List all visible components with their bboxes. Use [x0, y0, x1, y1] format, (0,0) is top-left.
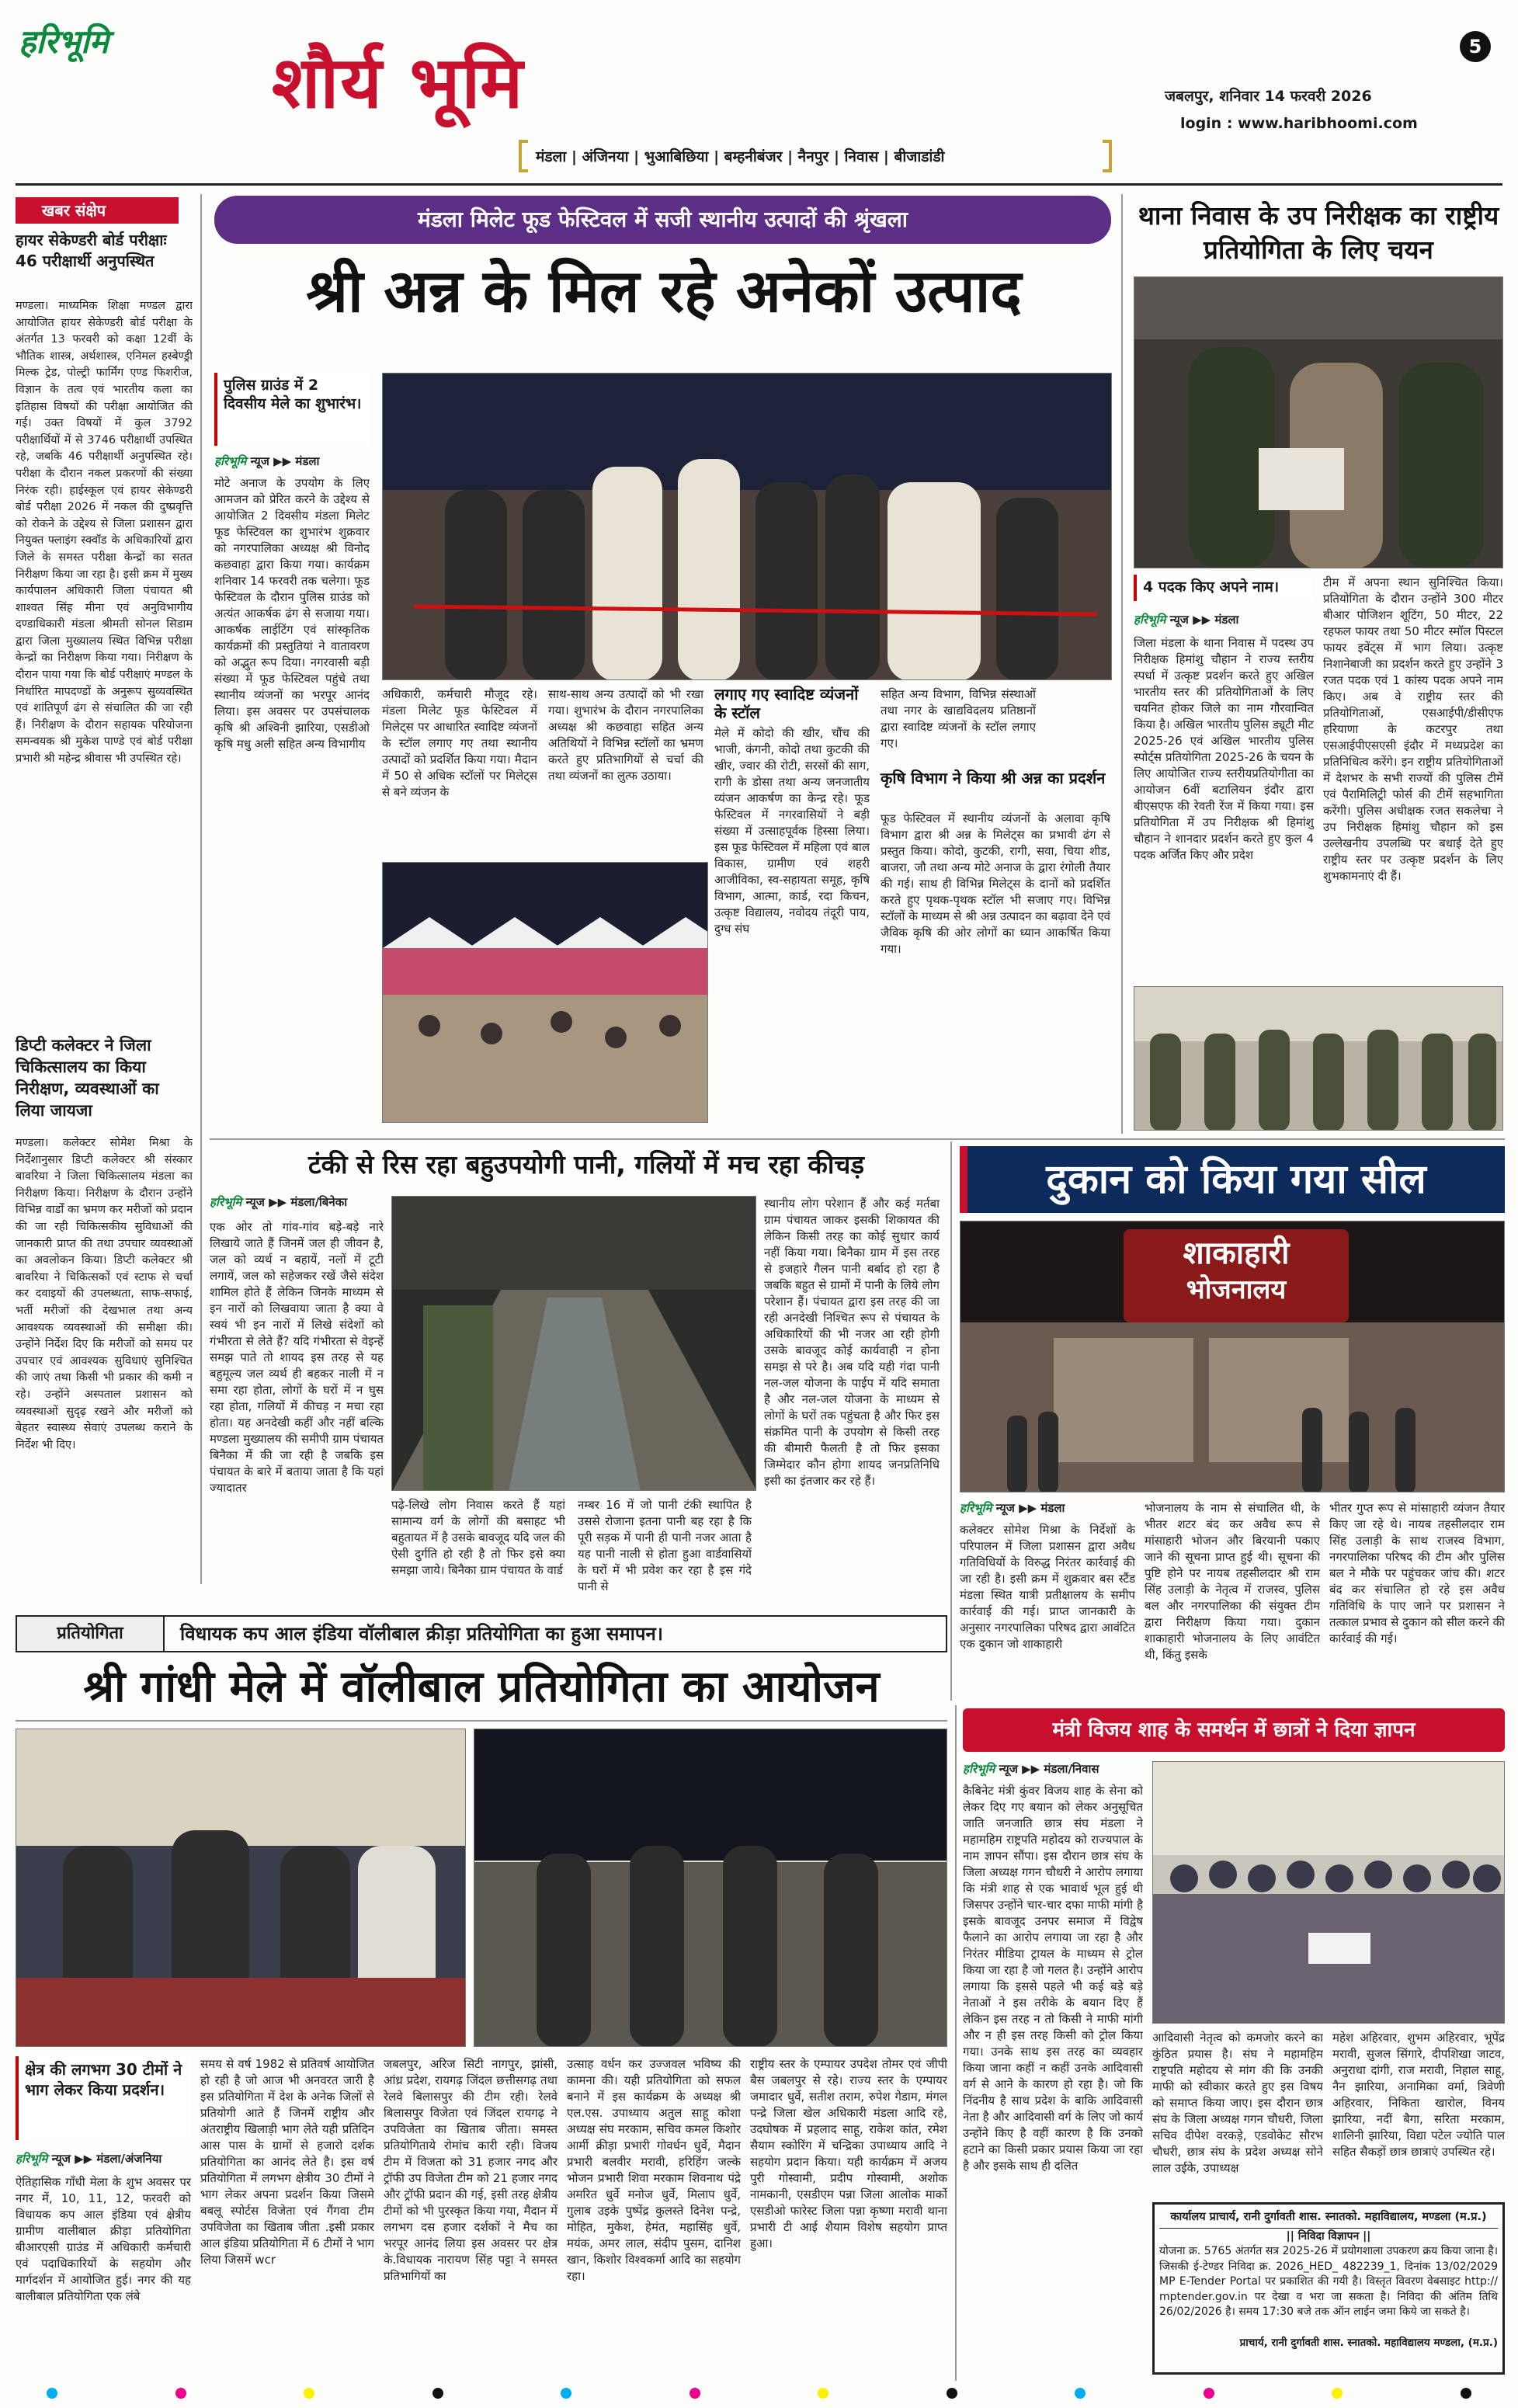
millet-headline: श्री अन्न के मिल रहे अनेकों उत्पाद — [306, 256, 1022, 325]
shop-byline — [960, 1500, 1138, 1516]
area-item[interactable]: बम्हनीबंजर — [724, 148, 783, 165]
registration-dot — [304, 2388, 314, 2399]
millet-bullet: पुलिस ग्राउंड में 2 दिवसीय मेले का शुभारंभ। — [214, 373, 370, 446]
water-headline: टंकी से रिस रहा बहुउपयोगी पानी, गलियों में मच रहा कीचड़ — [307, 1149, 864, 1180]
millet-kicker: मंडला मिलेट फूड फेस्टिवल में सजी स्थानीय उत्पादों की श्रृंखला — [214, 196, 1111, 244]
minister-headline: मंत्री विजय शाह के समर्थन में छात्रों ने दिया ज्ञापन — [1052, 1718, 1416, 1742]
police-group-photo — [1134, 986, 1503, 1131]
millet-stalls-photo — [382, 862, 708, 1123]
ceremony-image — [16, 1729, 466, 2047]
byline-place: न्यूज ▶▶ मंडला/अंजनिया — [51, 2152, 162, 2166]
millet-col2: अधिकारी, कर्मचारी मौजूद रहे। मंडला मिलेट फूड फेस्टिवल में मिलेट्स पर आधारित स्वादिष्ट व्यंजनों के स्टॉल लगाए गए तथा स्थानीय उत्पादों को प्रदर्शित किया गया। मैदान में 50 से अधिक स्टॉलों पर मिलेट्स से बने व्यंजन के — [382, 687, 537, 799]
volleyball-bullet: क्षेत्र की लगभग 30 टीमों ने भाग लेकर किया प्रदर्शन। — [16, 2056, 191, 2140]
tender-subtitle: || निविदा विज्ञापन || — [1286, 2230, 1371, 2243]
masthead-rule — [16, 183, 1502, 186]
registration-dot — [47, 2388, 57, 2399]
registration-dot — [1332, 2388, 1343, 2399]
registration-marks — [47, 2385, 1471, 2401]
competition-label: प्रतियोगिता — [17, 1617, 165, 1651]
shop-col2: भोजनालय के नाम से संचालित थी, के भीतर शटर बंद कर अवैध रूप से मांसाहारी भोजन और बिरयानी पकाए जाने की सूचना प्राप्त हुई थी। सूचना की पुष्टि होने पर नायब तहसीलदार श्री राम सिंह उलाड़ी के नेतृत्व में राजस्व, पुलिस बल और नगरपालिका की संयुक्त टीम द्वारा निरीक्षण किया गया। दुकान शाकाहारी भोजनालय के लिए आवंटित थी, किंतु इसके — [1145, 1501, 1320, 1662]
shop-sign-line1: शाकाहारी — [1183, 1235, 1290, 1271]
minister-col1: कैबिनेट मंत्री कुंवर विजय शाह के सेना को लेकर दिए गए बयान को लेकर अनुसूचित जाति जनजाति छात्र संघ मंडला ने महामहिम राष्ट्रपति महोदय को राज्यपाल के नाम ज्ञापन सौंपा। इस दौरान छात्र संघ के जिला अध्यक्ष गगन चौधरी ने आरोप लगाया कि मंत्री शाह से एक भावार्थ भूल हुई थी जिसपर उन्होंने चार-चार दफा माफी मांगी है इसके बावजूद उनपर समाज में विद्वेष फैलाने का आरोप लगाया जा रहा है और निरंतर मीडिया ट्रायल के माध्यम से ट्रोल किया जा रहा है जो गलत है। उन्होंने आरोप लगाया कि इससे पहले भी कई बड़े बड़े नेताओं ने इस तरीके के बयान दिए हैं लेकिन इस तरह न तो किसी ने माफी मांगी और न ही इस तरह किसी को ट्रोल किया गया। उनके साथ इस तरह का व्यवहार किया जाना कहीं न कहीं उनके आदिवासी वर्ग से आने के कारण हो रहा है। जो कि निंदनीय है साथ प्रदेश के बाकि आदिवासी नेता है और आदिवासी वर्ग के लिए जो कार्य उन्होंने किए है वहीं कारण है कि उनको हटाने का किसी प्रकार प्रयास किया जा रहा है और इसके साथ ही दलित — [963, 1784, 1143, 2173]
police-col1: जिला मंडला के थाना निवास में पदस्थ उप निरीक्षक हिमांशु चौहान ने राज्य स्तरीय स्पर्धा में उत्कृष्ट प्रदर्शन करते हुए अखिल भारतीय स्तर की प्रतियोगिताओं के लिए चयनित होकर जिले का नाम गौरवान्वित किया है। अखिल भारतीय पुलिस ड्यूटी मीट 2025-26 एवं अखिल भारतीय पुलिस स्पोर्ट्स प्रतियोगिता 2025-26 के चयन के लिए आयोजित राज्य स्तरीयप्रतियोगीता का आयोजन 6वीं बटालियन इंदौर द्वारा बीएसएफ की रेवती रेंज में किया गया। इस प्रतियोगिता में उप निरीक्षक श्री हिमांशु चौहान ने शानदार प्रदर्शन करते हुए कुल 4 पदक अर्जित किए और प्रदेश — [1134, 636, 1314, 862]
page-number: 5 — [1460, 31, 1491, 62]
registration-dot — [175, 2388, 186, 2399]
sidebar-label: खबर संक्षेप — [16, 197, 179, 224]
registration-dot — [690, 2388, 700, 2399]
minister-headline-box — [963, 1708, 1505, 1752]
registration-dot — [1461, 2388, 1471, 2399]
water-byline — [210, 1194, 396, 1210]
byline-brand: हरिभूमि — [963, 1762, 995, 1776]
sidebar-item1-title: हायर सेकेण्डरी बोर्ड परीक्षाः 46 परीक्षार्थी अनुपस्थित — [16, 231, 167, 270]
area-item[interactable]: बीजाडांडी — [894, 148, 945, 165]
tender-notice — [1152, 2202, 1505, 2375]
registration-dot — [947, 2388, 957, 2399]
volleyball-byline — [16, 2151, 202, 2167]
millet-col3: साथ-साथ अन्य उत्पादों को भी रखा गया। शुभारंभ के दौरान नगरपालिका अध्यक्ष श्री कछवाहा सहित अन्य अतिथियों ने विभिन्न स्टॉलों का भ्रमण करते हुए प्रतिभागियों से चर्चा की तथा व्यंजनों का लुत्फ उठाया। — [548, 687, 703, 783]
byline-brand: हरिभूमि — [16, 2152, 48, 2166]
inauguration-image — [383, 374, 1112, 680]
competition-bar — [16, 1615, 947, 1652]
area-item[interactable]: निवास — [844, 148, 879, 165]
volleyball-headline: श्री गांधी मेले में वॉलीबाल प्रतियोगिता का आयोजन — [83, 1662, 880, 1712]
area-item[interactable]: अंजिनया — [582, 148, 629, 165]
shop-col3: भीतर गुप्त रूप से मांसाहारी व्यंजन तैयार किए जा रहे थे। नायब तहसीलदार राम सिंह उलाड़ी के साथ राजस्व विभाग, नगरपालिका परिषद की टीम और पुलिस बल ने मौके पर पहुंचकर जांच की। शटर बंद कर संचालित हो रहे इस अवैध गतिविधि के पाए जाने पर प्रशासन ने तत्काल प्रभाव से दुकान को सील करने की कार्रवाई की गई। — [1329, 1501, 1505, 1645]
area-item[interactable]: भुआबिछिया — [644, 148, 709, 165]
area-item[interactable]: मंडला — [536, 148, 567, 165]
millet-col1: मोटे अनाज के उपयोग के लिए आमजन को प्रेरित करने के उद्देश्य से आयोजित 2 दिवसीय मंडला मिलेट फूड फेस्टिवल का शुभारंभ शुक्रवार को नगरपालिका अध्यक्ष श्री विनोद कछवाहा द्वारा किया गया। कार्यक्रम शनिवार 14 फरवरी तक चलेगा। फूड फेस्टिवल के दौरान पुलिस ग्राउंड को अत्यंत आकर्षक ढंग से सजाया गया। आकर्षक लाईटिंग एवं सांस्कृतिक कार्यक्रमों की प्रस्तुतियां ने वातावरण को अद्भुत रूप दिया। नगरवासी बड़ी संख्या में फूड फेस्टिवल पहुंचे तथा स्थानीय व्यंजनों का भरपूर आनंद लिया। इस अवसर पर उपसंचालक कृषि श्री अश्विनी झारिया, एसडीओ कृषि मधु अली सहित अन्य विभागीय — [214, 476, 370, 751]
byline-brand: हरिभूमि — [214, 454, 247, 468]
leak-image — [392, 1197, 756, 1491]
volleyball-minister-divider — [955, 1705, 957, 2381]
minister-students-photo — [1152, 1761, 1505, 2024]
registration-dot — [561, 2388, 571, 2399]
volleyball-rule — [16, 1720, 947, 1722]
volleyball-col5: राष्ट्रीय स्तर के एम्पायर उपदेश तोमर एवं जीपी बैस जबलपुर से रहे। राज्य स्तर के एम्पायर जमादार धुर्वे, सतीश तराम, रुपेश गेडाम, मंगल पन्द्रे जिला खेल अधिकारी मंडला आदि रहे, उदघोषक में प्रहलाद साहू, राकेश कांत, रमेश सैयाम स्कोरिंग में चन्द्रिका उपाध्याय आदि ने सहयोग प्रदान किया। यही कार्यक्रम में अजय पुरी गोस्वामी, प्रदीप गोस्वामी, अशोक नामकानी, एसडीएम पन्ना जिला आलोक मार्को एसडीओ फारेस्ट जिला पन्ना कृष्णा मरावी थाना प्रभारी टी आई शैयाम विशेष सहयोग प्राप्त हुआ। — [750, 2057, 947, 2250]
byline-place: न्यूज ▶▶ मंडला — [995, 1501, 1065, 1515]
police-col2: टीम में अपना स्थान सुनिश्चित किया। प्रतियोगिता के दौरान उन्होंने 300 मीटर बीआर पोजिशन शूटिंग, 50 मीटर, 22 रहफल फायर तथा 50 मीटर स्मॉल पिस्टल फायर इवेंट्स में भाग लिया। उत्कृष्ट निशानेबाजी का प्रदर्शन करते हुए उन्होंने 3 रजत पदक एवं 1 कांस्य पदक अपने नाम किए। अब वे राष्ट्रीय स्तर की प्रतियोगिताओं, एसआईपी/डीसीएफ हरियाणा के कटरपुर तथा एसआईपीएसएसी इंदौर में मध्यप्रदेश का प्रतिनिधित्व करेंगे। इन राष्ट्रीय प्रतियोगिताओं में देशभर के सभी राज्यों की पुलिस टीमें एवं पैरामिलिट्री फोर्स की टीमें सहभागिता करेंगी। पुलिस अधीक्षक रजत सकलेचा ने उप निरीक्षक हिमांशु चौहान को इस उल्लेखनीय उपलब्धि पर बधाई देते हुए राष्ट्रीय स्तर पर उत्कृष्ट प्रदर्शन के लिए शुभकामनाएं दी हैं। — [1323, 575, 1503, 883]
area-item[interactable]: नैनपुर — [797, 148, 829, 165]
competition-text: विधायक कप आल इंडिया वॉलीबाल क्रीड़ा प्रतियोगिता का हुआ समापन। — [180, 1623, 663, 1645]
edition-title: शौर्य भूमि — [272, 41, 525, 124]
water-col2: पढ़े-लिखे लोग निवास करते हैं यहां सामान्य वर्ग के लोगों की बसाहट भी बहुतायत में है उसके बावजूद यदि जल की ऐसी दुर्गति हो रही है तो फिर इसे क्या समझा जाये। बिनैका ग्राम पंचायत के वार्ड — [391, 1498, 565, 1577]
millet-col4: मेले में कोदो की खीर, चौंच की भाजी, कंगनी, कोदो तथा कुटकी की खीर, ज्वार की रोटी, सरसों की साग, रागी के डोसा तथा अन्य जनजातीय व्यंजन आकर्षण का केन्द्र रहे। फूड फेस्टिवल में नगरवासियों ने बड़ी संख्या में उत्साहपूर्वक हिस्सा लिया। इस फूड फेस्टिवल में महिला एवं बाल विकास, ग्रामीण एवं शहरी आजीविका, स्व-सहायता समूह, कृषि विभाग, आत्मा, कार्ड, रदा किचन, उत्कृष्ट विद्यालय, नवोदय तंदूरी पाय, दुग्ध संघ — [714, 726, 870, 936]
area-nav-bracket — [519, 140, 528, 172]
login-link[interactable]: login : www.haribhoomi.com — [1180, 115, 1418, 132]
dateline: जबलपुर, शनिवार 14 फरवरी 2026 — [1165, 88, 1372, 105]
registration-dot — [1204, 2388, 1214, 2399]
millet-col6: फूड फेस्टिवल में स्थानीय व्यंजनों के अलावा कृषि विभाग द्वारा श्री अन्न के मिलेट्स का प्रभावी ढंग से प्रस्तुत किया। कोदो, कुटकी, रागी, सवा, चिया शीड, बाजरा, जौ तथा अन्य मोटे अनाज के द्वारा रंगोली तैयार की गई। साथ ही विभिन्न मिलेट्स के दानों को प्रदर्शित करते हुए पृथक-पृथक स्टॉल भी सजाए गए। विभिन्न स्टॉलों के माध्यम से श्री अन्न उत्पादन का बढ़ावा देने एवं जैविक कृषि की ओर लोगों का ध्यान आकर्षित किया गया। — [881, 811, 1110, 956]
tender-body: योजना क्र. 5765 अंतर्गत सत्र 2025-26 में प्रयोगशाला उपकरण क्रय किया जाना है। जिसकी ई-टेण्डर निविदा क्र. 2026_HED_ 482239_1, दिनांक 13/02/2029 MP E-Tender Portal पर प्रकाशित की गयी है। विस्तृत विवरण वेबसाइट http:// mptender.gov.in पर देखा व भरा जा सकता है। निविदा की अंतिम तिथि 26/02/2026 है। समय 17:30 बजे तक ऑन लाईन जमा किये जा सकते है। — [1159, 2245, 1498, 2318]
shop-col1: कलेक्टर सोमेश मिश्रा के निर्देशों के परिपालन में जिला प्रशासन द्वारा अवैध गतिविधियों के विरुद्ध निरंतर कार्रवाई की जा रही है। इसी क्रम में शुक्रवार बस स्टैंड मंडला स्थित यात्री प्रतीक्षालय के समीप कार्रवाई की गई। प्राप्त जानकारी के अनुसार नगरपालिका परिषद द्वारा आवंटित एक दुकान जो शाकाहारी — [960, 1523, 1135, 1651]
byline-place: न्यूज ▶▶ मंडला — [1169, 613, 1239, 627]
water-shop-divider — [950, 1141, 952, 1701]
volleyball-col4: उत्साह वर्धन कर उज्जवल भविष्य की कामना की। यही प्रतियोगिता को सफल बनाने में इस कार्यक्रम के अध्यक्ष श्री एल.एस. उपाध्याय अतुल साहू कोशा अध्यक्ष संघ मरकाम, सचिव कमल किशोर आर्मी क्रीड़ा प्रभारी गोवर्धन धुर्वे, मैदान प्रभारी बलवीर मरावी, हरिहिंग जल्के भोजन प्रभारी शिवा मरकाम शिवनाथ पंद्रे अमरित धुर्वे मनोज धुर्वे, मिलाप धुर्वे, गुलाब उइके पुष्पेंद्र कुलस्ते दिनेश पन्द्रे, मोहित, मुकेश, हेमंत, महासिंह धुर्वे, मयंक, अमर लाल, संदीप पुसम, दानिश खान, किशोर विश्वकर्मा आदि का सहयोग रहा। — [567, 2057, 741, 2283]
sidebar-item2-title: डिप्टी कलेक्टर ने जिला चिकित्सालय का किया निरीक्षण, व्यवस्थाओं का लिया जायजा — [16, 1036, 159, 1120]
volleyball-col2: समय से वर्ष 1982 से प्रतिवर्ष आयोजित हो रही है जो आज भी अनवरत जारी है इस प्रतियोगिता में देश के अनेक जिलों से प्रतियोगी आते हैं जिनमें राष्ट्रीय और अंतराष्ट्रीय खिलाड़ी भाग लेते यही प्रतिदिन आस पास के ग्रामों से हजारो दर्शक प्रतियोगिता का आनंद लेते है। इस वर्ष प्रतियोगिता में लगभग क्षेत्रीय 30 टीमों ने भाग लेकर अपना प्रदर्शन किया जिसमे बबलू स्पोर्टस विजेता एवं गैंगवा टीम उपविजेता का खिताब जीता .इसी प्रकार आल इंडिया प्रतियोगिता में 6 टीमों ने भाग लिया जिसमें wcr — [200, 2057, 374, 2267]
volleyball-col3: जबलपुर, अरिज सिटी नागपुर, झांसी, आंध्र प्रदेश, रायगढ़ जिंदल छत्तीसगढ़ तथा रेलवे बिलासपुर की टीम रही। रेलवे बिलासपुर विजेता एवं जिंदल रायगढ़ ने उपविजेता का खिताब जीता। समस्त प्रतियोगिताये रोमांच कारी रही। विजय टीम में विजता को 31 हजार नगद और ट्रॉफी उप विजेता टीम को 21 हजार नगद और ट्रॉफी प्रदान की गई, इसी तरह क्षेत्रीय टीमों को भी पुरस्कृत किया गया, मैदान में लगभग दस हजार दर्शकों ने मैच का भरपूर आनंद लिया इस अवसर पर क्षेत्र के.विधायक नारायण सिंह पट्टा ने समस्त प्रतिभागियों का — [384, 2057, 558, 2283]
police-headline: थाना निवास के उप निरीक्षक का राष्ट्रीय प्रतियोगिता के लिए चयन — [1138, 200, 1499, 265]
minister-col2: आदिवासी नेतृत्व को कमजोर करने का कुंठित प्रयास है। संघ ने महामहिम राष्ट्रपति महोदय से मांग की कि उनकी माफी को स्वीकार करते हुए इस विषय को समाप्त किया जाए। इस दौरान छात्र संघ के जिला अध्यक्ष गगन चौधरी, जिला सचिव दीपेश वरकड़े, एडवोकेट सौरभ चौधरी, छात्र संघ के प्रदेश अध्यक्ष सोने लाल उईके, उपाध्यक्ष — [1152, 2031, 1323, 2175]
registration-dot — [818, 2388, 828, 2399]
registration-dot — [1075, 2388, 1086, 2399]
millet-subhead1: लगाए गए स्वादिष्ट व्यंजनों के स्टॉल — [714, 685, 859, 722]
byline-place: न्यूज ▶▶ मंडला/निवास — [999, 1762, 1099, 1776]
millet-col5: सहित अन्य विभाग, विभिन्न संस्थाओं तथा नगर के खाद्यविदलय प्रतिष्ठानों द्वारा स्वादिष्ट व्यंजनों के स्टॉल लगाए गए। — [881, 687, 1036, 750]
water-col4: स्थानीय लोग परेशान हैं और कई मर्तबा ग्राम पंचायत जाकर इसकी शिकायत की लेकिन किसी तरह का कोई सुधार कार्य नहीं किया गया। बिनैका ग्राम में इस तरह से इजहारे गैलन पानी बर्बाद हो रहा है जबकि बहुत से ग्रामों में पानी के लिये लोग परेशान हैं। पंचायत द्वारा इस तरह की जा रही अनदेखी निश्चित रूप से पंचायत के अधिकारियों की भी नजर आ रही होगी उसके बावजूद कोई कार्यवाही न होना समझ से परे है। अब यदि यही गंदा पानी नल-जल योजना के पाईप में यदि समाता है और नल-जल योजना के माध्यम से लोगों के घरों तक पहुंचता है और फिर इस संक्रमित पानी के उपयोग से किसी तरह की बीमारी फैलती है तो फिर इसका जिम्मेदार कौन होगा शायद जनप्रतिनिधि इसी का इंतजार कर रहे हैं। — [764, 1197, 940, 1488]
byline-place: न्यूज ▶▶ मंडला — [250, 454, 320, 468]
police-byline — [1134, 612, 1312, 627]
tender-sign: प्राचार्य, रानी दुर्गावती शास. स्नातको. महाविद्यालय मण्डला, (म.प्र.) — [1239, 2337, 1498, 2349]
sidebar-item2-body: मण्डला। कलेक्टर सोमेश मिश्रा के निर्देशानुसार डिप्टी कलेक्टर श्री संस्कार बावरिया ने जिला चिकित्सालय मंडला का निरीक्षण किया। निरीक्षण के दौरान उन्होंने विभिन्न वार्डों का भ्रमण कर मरीजों को प्रदान की जा रही चिकित्सकीय सुविधाओं की जानकारी प्राप्त की तथा उपचार व्यवस्थाओं का अवलोकन किया। डिप्टी कलेक्टर श्री बावरिया ने चिकित्सकों एवं स्टाफ से चर्चा कर दवाइयों की उपलब्धता, साफ-सफाई, भर्ती मरीजों की देखभाल तथा अन्य आवश्यक व्यवस्थाओं की समीक्षा की। उन्होंने निर्देश दिए कि मरीजों को समय पर उपचार एवं आवश्यक सुविधाएं सुनिश्चित की जाएं तथा किसी भी प्रकार की कमी न रहे। उन्होंने अस्पताल प्रशासन को व्यवस्थाओं सुदृढ़ रखने और मरीजों को बेहतर स्वास्थ्य सेवाएं उपलब्ध कराने के निर्देश भी दिए। — [16, 1137, 193, 1451]
byline-brand: हरिभूमि — [210, 1195, 242, 1209]
masthead — [0, 0, 1518, 155]
byline-place: न्यूज ▶▶ मंडला/बिनेका — [245, 1195, 348, 1209]
millet-byline — [214, 453, 370, 469]
shop-photo — [960, 1221, 1505, 1492]
award-image — [1134, 277, 1503, 568]
minister-col3: महेश अहिरवार, शुभम अहिरवार, भूपेंद्र मरावी, सुजल सिंगारे, दीपशिखा जाटव, अनुराधा दांगी, राज मरावी, निहाल साहू, नैन झारिया, अनामिका वर्मा, त्रिवेणी अहिरवार, निकिता खारोल, विनय झारिया, नदीं बैगा, सरिता मरकाम, शालिनी झारिया, विद्या पटेल ज्योति पाल सहित सैकड़ों छात्र छात्राएं उपस्थित रहे। — [1332, 2031, 1505, 2159]
volleyball-col1: ऐतिहासिक गाँधी मेला के शुभ अवसर पर नगर में, 10, 11, 12, फरवरी को विधायक कप आल इंडिया एवं क्षेत्रीय ग्रामीण वालीबाल क्रीड़ा प्रतियोगिता बीआरएसी ग्राउंड में अधिकारी कर्मचारी एवं पदाधिकारियों के सहयोग और मार्गदर्शन में आयोजित हुई। नगर की यह बालीबाल प्रतियोगिता एक लंबे — [16, 2175, 191, 2303]
stalls-image — [383, 863, 708, 1123]
area-nav-bracket-right — [1103, 140, 1112, 172]
shop-headline: दुकान को किया गया सील — [1046, 1156, 1426, 1203]
brand-logo: हरिभूमि — [19, 23, 109, 61]
area-list: मंडला | अंजिनया | भुआबिछिया | बम्हनीबंजर | नैनपुर | निवास | बीजाडांडी — [536, 148, 945, 165]
shop-headline-box — [960, 1146, 1505, 1213]
millet-police-divider — [1121, 194, 1123, 1134]
millet-subhead2: कृषि विभाग ने किया श्री अन्न का प्रदर्शन — [881, 769, 1106, 787]
volleyball-ceremony-photo — [16, 1729, 466, 2047]
byline-brand: हरिभूमि — [1134, 613, 1166, 627]
byline-brand: हरिभूमि — [960, 1501, 992, 1515]
registration-dot — [432, 2388, 443, 2399]
water-col1: एक ओर तो गांव-गांव बड़े-बड़े नारे लिखाये जाते हैं जिनमें जल ही जीवन है, जल को व्यर्थ न बहायें, नलों में टूटी लगायें, जल को सहेजकर रखें जैसे संदेश शामिल होते हैं लेकिन जिनके माध्यम से इन नारों को लिखवाया जाता है क्या वे स्वयं भी इन नारों में लिखे संदेशों को गंभीरता से लेते हैं? यदि गंभीरता से वेइन्हें समझ पाते तो शायद इस तरह से यह बहुमूल्य जल व्यर्थ ही बहकर नाली में न समा रहा होता, लोगों के घरों में न घुस रहा होता, गलियों में कीचड़ न मचा रहा होता। यह अनदेखी कहीं और नहीं बल्कि मण्डला मुख्यालय की समीपी ग्राम पंचायत बिनैका में की जा रही है जबकि इस पंचायत के बारे में बताया जाता है कि यहां ज्यादातर — [210, 1220, 384, 1495]
minister-byline — [963, 1761, 1141, 1777]
millet-inauguration-photo — [382, 373, 1112, 680]
volleyball-match-photo — [474, 1729, 947, 2047]
group-image — [1134, 987, 1503, 1131]
sidebar-divider — [200, 194, 202, 1584]
water-col3: नम्बर 16 में जो पानी टंकी स्थापित है उससे रोजाना इतना पानी बह रहा है कि पूरी सड़क में पानी ही पानी नजर आता है यह पानी नाली से होता हुआ वार्डवासियों के घरों में भी प्रवेश कर रहा है इस गंदे पानी से — [578, 1498, 752, 1593]
police-award-photo — [1134, 276, 1503, 568]
match-image — [474, 1729, 947, 2047]
row-divider-1 — [210, 1138, 1505, 1140]
students-image — [1153, 1762, 1505, 2024]
police-bullet: 4 पदक किए अपने नाम। — [1134, 575, 1312, 601]
water-leak-photo — [391, 1196, 756, 1491]
shop-sign-line2: भोजनालय — [1186, 1274, 1287, 1305]
tender-title: कार्यालय प्राचार्य, रानी दुर्गावती शास. स्नातको. महाविद्यालय, मण्डला (म.प्र.) — [1159, 2209, 1498, 2229]
sidebar-item1-body: मण्डला। माध्यमिक शिक्षा मण्डल द्वारा आयोजित हायर सेकेण्डरी बोर्ड परीक्षा के अंतर्गत 13 फरवरी को कक्षा 12वीं के भौतिक शास्त्र, अर्थशास्त्र, एनिमल हस्बेण्ड्री मिल्क ट्रेड, पोल्ट्री फार्मिंग एण्ड फिशरीज, विज्ञान के तत्व एवं भारतीय कला का इतिहास विषयों की परीक्षा आयोजित की गई। उक्त विषयों में कुल 3792 परीक्षार्थियों में से 3746 परीक्षार्थी उपस्थित रहे, जबकि 46 परीक्षार्थी अनुपस्थित रहे। परीक्षा के दौरान नकल प्रकरणों की संख्या निरंक रही। हाईस्कूल एवं हायर सेकेण्डरी बोर्ड परीक्षा 2026 में नकल की दुष्प्रवृत्ति को रोकने के उद्देश्य से जिला प्रशासन द्वारा नियुक्त फ्लाइंग स्क्वॉड के अधिकारियों द्वारा जिले के समस्त परीक्षा केन्द्रों का सतत निरीक्षण किया जा रहा है। इसी क्रम में मुख्य कार्यपालन अधिकारी जिला पंचायत श्री शाश्वत सिंह मीना एवं अनुविभागीय दण्डाधिकारी मंडला श्रीमती सोनल सिडाम द्वारा जिला मुख्यालय स्थित विभिन्न परीक्षा केन्द्रों का निरीक्षण किया गया। निरीक्षण के दौरान पाया गया कि बोर्ड परीक्षाएं मण्डल के निर्धारित मापदण्डों के अनुरूप सुव्यवस्थित एवं शांतिपूर्ण ढंग से संचालित की जा रही हैं। निरीक्षण के दौरान सहायक परियोजना समन्वयक श्री मुकेश पाण्डे एवं बोर्ड परीक्षा प्रभारी श्री महेन्द्र श्रीवास भी उपस्थित रहे। — [16, 300, 193, 766]
